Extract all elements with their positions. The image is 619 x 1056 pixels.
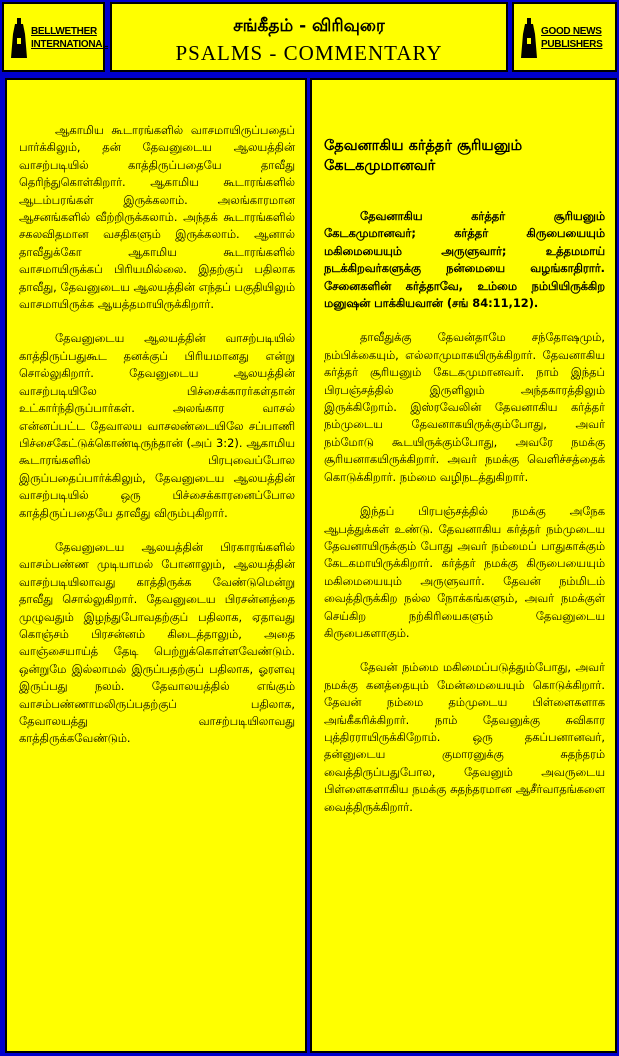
left-column — [5, 78, 307, 1053]
left-paragraph-1: ஆகாமிய கூடாரங்களில் வாசமாயிருப்பதைப் பார்க்கிலும், தன் தேவனுடைய ஆலயத்தின் வாசற்படியில் காத்திருப்பதையே தாவீது தெரிந்துகொள்கிறார். ஆகாமிய கூடாரங்களில் ஆடம்பரங்கள் இருக்கலாம். அலங்காரமான ஆசனங்களில் வீற்றிருக்கலாம். அந்தக் கூடாரங்களில் சகலவிதமான வசதிகளும் இருக்கலாம். ஆனால் தாவீதுக்கோ ஆகாமிய கூடாரங்களில் வாசமாயிருக்கப் பிரியமில்லை. இதற்குப் பதிலாக தாவீது, தேவனுடைய ஆலயத்தின் எந்தப் பகுதியிலும் வாசமாயிருக்க ஆயத்தமாயிருக்கிறார். — [19, 123, 295, 312]
title-english: PSALMS - COMMENTARY — [175, 41, 443, 65]
logo-right-line2: PUBLISHERS — [541, 39, 603, 50]
tower-icon — [520, 18, 538, 58]
page-header — [110, 2, 508, 72]
right-paragraph-1: தாவீதுக்கு தேவன்தாமே சந்தோஷமும், நம்பிக்கையும், எல்லாமுமாகயிருக்கிறார். தேவனாகிய கர்த்தர் சூரியனும் கேடகமுமானவர். நாம் இந்தப் பிரபஞ்சத்தில் இருளிலும் அந்தகாரத்திலும் இருக்கிறோம். இஸ்ரவேலின் தேவனாகிய கர்த்தர் நம்முடைய தேவனாகயிருக்கும்போது, அவர் நம்மோடு கூடயிருக்கும்போது, அவரே நமக்கு சூரியனாகயிருக்கிறார். அவர் நமக்கு வெளிச்சத்தைக் கொடுக்கிறார். நம்மை வழிநடத்துகிறார். — [324, 330, 605, 484]
right-paragraph-3: தேவன் நம்மை மகிமைப்படுத்தும்போது, அவர் நமக்கு கனத்தையும் மேன்மையையும் கொடுக்கிறார். தேவன் நம்மை தம்முடைய பிள்ளைகளாக அங்கீகரிக்கிறார். நாம் தேவனுக்கு சுவிகார புத்திரராயிருக்கிறோம். ஒரு தகப்பனானவர், தன்னுடைய குமாரனுக்கு சுதந்தரம் வைத்திருப்பதுபோல, தேவனும் அவருடைய பிள்ளைகளாகிய நமக்கு சுதந்தரமான ஆசீர்வாதங்களை வைத்திருக்கிறார். — [324, 660, 605, 814]
logo-left-line1: BELLWETHER — [31, 26, 97, 37]
left-paragraph-3: தேவனுடைய ஆலயத்தின் பிரகாரங்களில் வாசம்பண்ண முடியாமல் போனாலும், ஆலயத்தின் வாசற்படியிலாவது காத்திருக்க வேண்டுமென்று தாவீது சொல்லுகிறார். தேவனுடைய பிரசன்னத்தை முழுவதும் இழந்துபோவதற்குப் பதிலாக, ஏதாவது கொஞ்சம் பிரசன்னம் கிடைத்தாலும், அதை வாஞ்சையாய்த் தேடி பெற்றுக்கொள்ளவேண்டும். ஒன்றுமே இல்லாமல் இருப்பதற்குப் பதிலாக, ஓரளவு இருப்பது நலம். தேவாலயத்தில் எங்கும் வாசம்பண்ணாமலிருப்பதற்குப் பதிலாக, தேவாலயத்து வாசற்படியிலாவது காத்திருக்கவேண்டும். — [19, 539, 295, 746]
right-paragraph-2: இந்தப் பிரபஞ்சத்தில் நமக்கு அநேக ஆபத்துக்கள் உண்டு. தேவனாகிய கர்த்தர் நம்முடைய தேவனாயிருக்கும் போது அவர் நம்மைப் பாதுகாக்கும் கேடகமாயிருக்கிறார். கர்த்தர் நமக்கு கிருபையையும் மகிமையையும் அருளுவார். தேவன் நம்மிடம் வைத்திருக்கிற நல்ல நோக்கங்களும், அவர் நமக்குள் செய்கிற நற்கிரியைகளும் தேவனுடைய கிருபைகளாகும். — [324, 504, 605, 640]
left-paragraph-2: தேவனுடைய ஆலயத்தின் வாசற்படியில் காத்திருப்பதுகூட தனக்குப் பிரியமானது என்று சொல்லுகிறார். தேவனுடைய ஆலயத்தின் வாசற்படியிலே பிச்சைக்காரர்கள்தான் உட்கார்ந்திருப்பார்கள். அலங்கார வாசல் என்னப்பட்ட தேவாலய வாசலண்டையிலே சப்பாணி பிச்சைகேட்டுக்கொண்டிருந்தான் (அப் 3:2). ஆகாமிய கூடாரங்களில் பிரபுவைப்போல இருப்பதைப்பார்க்கிலும், தேவனுடைய ஆலயத்தின் வாசற்படியில் ஒரு பிச்சைக்காரனைப்போல காத்திருப்பதையே தாவீது விரும்புகிறார். — [19, 331, 295, 520]
section-heading: தேவனாகிய கர்த்தர் சூரியனும் கேடகமுமானவர் — [324, 138, 523, 174]
logo-good-news — [512, 2, 617, 72]
right-column — [310, 78, 617, 1053]
logo-right-line1: GOOD NEWS — [541, 26, 602, 37]
logo-bellwether — [2, 2, 109, 72]
verse-quote: தேவனாகிய கர்த்தர் சூரியனும் கேடகமுமானவர்; கர்த்தர் கிருபையையும் மகிமையையும் அருளுவார்; உத்தமமாய் நடக்கிறவர்களுக்கு நன்மையை வழங்காதிரார். சேனைகளின் கர்த்தாவே, உம்மை நம்பியிருக்கிற மனுஷன் பாக்கியவான் (சங் 84:11,12). — [324, 209, 605, 311]
tower-icon — [10, 18, 28, 58]
title-tamil: சங்கீதம் - விரிவுரை — [233, 16, 385, 36]
logo-left-line2: INTERNATIONAL — [31, 39, 109, 50]
